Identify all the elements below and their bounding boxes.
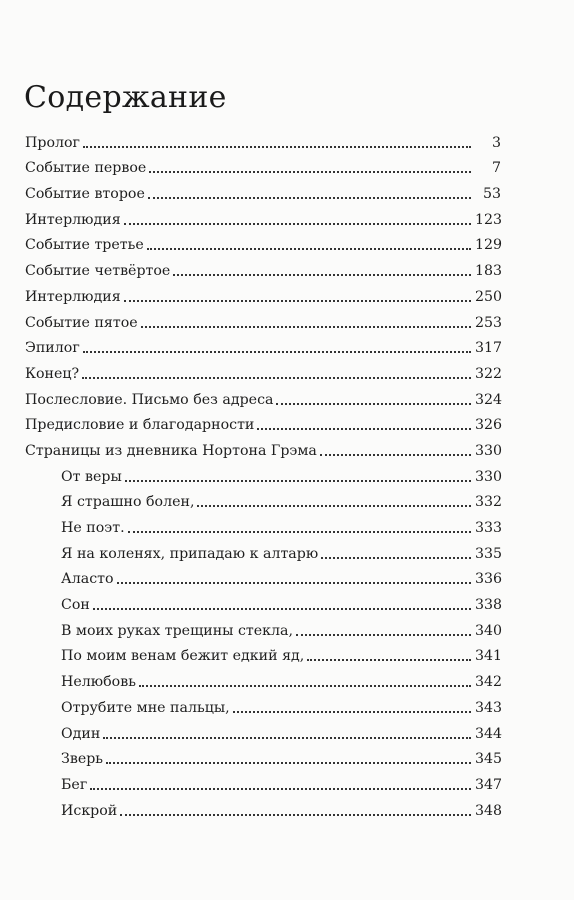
toc-entry-title: Событие пятое: [25, 314, 141, 332]
toc-entry: [0, 743, 574, 769]
toc-entry-page-number: 330: [475, 442, 503, 459]
toc-entry-page-number: 347: [475, 776, 503, 793]
toc-entry-title: Аласто: [61, 570, 117, 588]
toc-entry-page-number: 348: [475, 802, 503, 819]
dot-leader: [173, 274, 471, 276]
toc-entry-title: Эпилог: [25, 339, 83, 357]
toc-entry-title: Зверь: [61, 750, 106, 768]
toc-entry-page-number: 53: [482, 186, 501, 203]
toc-entry-page-number: 326: [475, 417, 503, 434]
toc-entry-page-number: 183: [475, 263, 503, 280]
toc-entry: [0, 152, 574, 178]
toc-entry: [0, 537, 574, 563]
toc-entry-page-number: 332: [475, 494, 503, 511]
dot-leader: [83, 351, 471, 353]
toc-entry: [0, 665, 574, 691]
toc-entry: [0, 794, 574, 820]
dot-leader: [233, 711, 471, 713]
toc-entry: [0, 229, 574, 255]
toc-entry: [0, 460, 574, 486]
toc-entry-title: Я на коленях, припадаю к алтарю: [61, 545, 321, 563]
toc-entry-title: Бег: [61, 776, 90, 794]
dot-leader: [320, 454, 471, 456]
dot-leader: [82, 377, 471, 379]
toc-entry-title: Один: [61, 725, 103, 743]
toc-entry: [0, 332, 574, 358]
toc-entry-page-number: 336: [475, 571, 503, 588]
toc-entry-title: Сон: [61, 596, 93, 614]
toc-entry-page-number: 7: [491, 160, 501, 177]
toc-entry-page-number: 322: [475, 365, 503, 382]
toc-entry: [0, 203, 574, 229]
toc-entry-page-number: 335: [475, 545, 503, 562]
toc-entry: [0, 306, 574, 332]
dot-leader: [93, 608, 471, 610]
toc-entry-title: Послесловие. Письмо без адреса: [25, 391, 276, 409]
toc-entry-page-number: 340: [475, 622, 503, 639]
dot-leader: [197, 505, 471, 507]
toc-entry: [0, 768, 574, 794]
dot-leader: [296, 634, 471, 636]
dot-leader: [257, 428, 471, 430]
dot-leader: [83, 146, 471, 148]
toc-entry-page-number: 330: [475, 468, 503, 485]
dot-leader: [141, 326, 471, 328]
toc-entry: [0, 357, 574, 383]
toc-entry-page-number: 250: [475, 288, 503, 305]
toc-entry: [0, 486, 574, 512]
dot-leader: [147, 248, 471, 250]
toc-entry: [0, 383, 574, 409]
dot-leader: [106, 762, 471, 764]
toc-entry-title: Событие третье: [25, 236, 147, 254]
toc-entry-page-number: 3: [491, 134, 501, 151]
toc-entry: [0, 177, 574, 203]
toc-entry-title: Событие четвёртое: [25, 262, 173, 280]
toc-entry-title: Я страшно болен,: [61, 493, 197, 511]
toc-entry-page-number: 253: [475, 314, 503, 331]
toc-entry: [0, 563, 574, 589]
toc-entry-title: Интерлюдия: [25, 211, 124, 229]
toc-entry: [0, 640, 574, 666]
toc-entry-title: Нелюбовь: [61, 673, 139, 691]
toc-entry-title: Конец?: [25, 365, 82, 383]
toc-entry-page-number: 317: [475, 340, 503, 357]
toc-entry: [0, 614, 574, 640]
toc-entry: [0, 691, 574, 717]
toc-entry-title: Интерлюдия: [25, 288, 124, 306]
dot-leader: [117, 582, 471, 584]
dot-leader: [321, 557, 471, 559]
toc-entry: [0, 126, 574, 152]
dot-leader: [139, 685, 471, 687]
dot-leader: [125, 480, 471, 482]
dot-leader: [90, 788, 471, 790]
toc-entry: [0, 717, 574, 743]
toc-entry-page-number: 338: [475, 597, 503, 614]
dot-leader: [124, 223, 471, 225]
toc-entry-title: По моим венам бежит едкий яд,: [61, 647, 307, 665]
dot-leader: [128, 531, 471, 533]
dot-leader: [124, 300, 471, 302]
table-of-contents: [0, 126, 574, 820]
toc-entry: [0, 409, 574, 435]
toc-entry-title: В моих руках трещины стекла,: [61, 622, 296, 640]
dot-leader: [276, 403, 471, 405]
toc-entry-title: Событие первое: [25, 159, 149, 177]
toc-entry-page-number: 333: [475, 520, 503, 536]
toc-entry-title: Не поэт.: [61, 519, 128, 537]
toc-entry-page-number: 341: [475, 648, 503, 665]
toc-entry-title: Искрой: [61, 802, 120, 820]
toc-entry-page-number: 345: [475, 751, 503, 768]
toc-entry-title: Предисловие и благодарности: [25, 416, 257, 434]
toc-entry-title: Отрубите мне пальцы,: [61, 699, 233, 717]
dot-leader: [307, 659, 471, 661]
dot-leader: [149, 171, 471, 173]
toc-entry-page-number: 123: [475, 211, 503, 228]
toc-entry-title: Событие второе: [25, 185, 148, 203]
dot-leader: [120, 814, 471, 816]
toc-entry: [0, 254, 574, 280]
toc-entry-title: Пролог: [25, 134, 83, 152]
toc-entry: [0, 280, 574, 306]
toc-entry-page-number: 344: [475, 725, 503, 742]
toc-entry-page-number: 324: [475, 391, 503, 408]
toc-entry-title: Страницы из дневника Нортона Грэма: [25, 442, 320, 460]
toc-entry: [0, 511, 574, 537]
toc-entry-page-number: 342: [475, 674, 503, 691]
dot-leader: [148, 197, 471, 199]
toc-entry-title: От веры: [61, 468, 125, 486]
page-title: Содержание: [24, 80, 227, 116]
dot-leader: [103, 737, 471, 739]
toc-entry-page-number: 343: [475, 699, 503, 716]
toc-entry-page-number: 129: [475, 237, 503, 254]
toc-entry: [0, 588, 574, 614]
toc-entry: [0, 434, 574, 460]
